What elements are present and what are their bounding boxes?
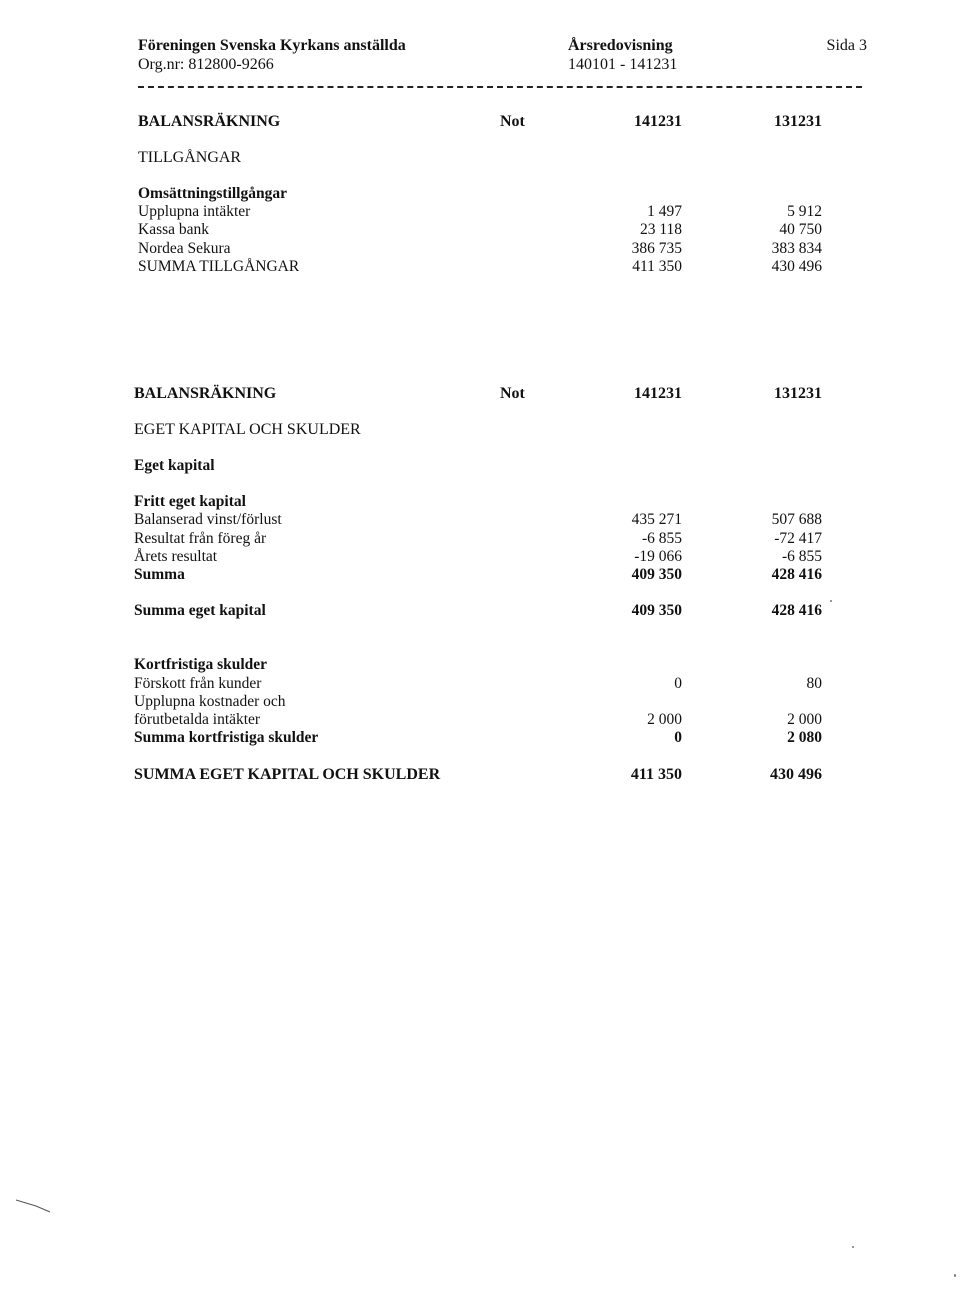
liabilities-col-2014: 141231: [634, 385, 682, 402]
equity-row-value-2013: -72 417: [774, 530, 822, 547]
document-title: Årsredovisning: [568, 37, 673, 54]
liability-row-label: förutbetalda intäkter: [134, 711, 261, 728]
total-assets-value-2013: 430 496: [771, 258, 822, 275]
grand-total-2014: 411 350: [630, 766, 682, 783]
grand-total-2013: 430 496: [770, 766, 822, 783]
asset-row-label: Nordea Sekura: [138, 240, 231, 257]
asset-row-value-2014: 1 497: [647, 203, 682, 220]
liability-row-value-2013: 2 000: [787, 711, 822, 728]
liability-row-value-2014: 0: [674, 675, 682, 692]
total-equity-2013: 428 416: [771, 602, 822, 619]
scan-stroke-mark: [14, 1196, 54, 1216]
asset-row-value-2014: 386 735: [631, 240, 682, 257]
liability-row-label: Förskott från kunder: [134, 675, 262, 692]
current-assets-heading: Omsättningstillgångar: [138, 185, 287, 202]
free-equity-heading: Fritt eget kapital: [134, 493, 246, 510]
equity-row-value-2013: 507 688: [771, 511, 822, 528]
liabilities-col-2013: 131231: [774, 385, 822, 402]
equity-row-label: Balanserad vinst/förlust: [134, 511, 282, 528]
asset-row-label: Kassa bank: [138, 221, 210, 238]
equity-row-value-2014: -6 855: [641, 530, 682, 547]
short-term-sum-2013: 2 080: [787, 729, 822, 746]
free-equity-sum-2013: 428 416: [771, 566, 822, 583]
asset-row-label: Upplupna intäkter: [138, 203, 251, 220]
scan-speck: [852, 1246, 854, 1248]
equity-row-label: Årets resultat: [134, 548, 218, 565]
short-term-liabilities-heading: Kortfristiga skulder: [134, 656, 268, 673]
assets-title: BALANSRÄKNING: [138, 113, 281, 130]
liability-row-label: Upplupna kostnader och: [134, 693, 286, 710]
asset-row-value-2013: 40 750: [779, 221, 822, 238]
report-period: 140101 - 141231: [568, 56, 678, 73]
equity-row-value-2014: 435 271: [631, 511, 682, 528]
short-term-sum-label: Summa kortfristiga skulder: [134, 729, 319, 746]
equity-row-value-2013: -6 855: [781, 548, 822, 565]
total-assets-value-2014: 411 350: [632, 258, 682, 275]
free-equity-sum-2014: 409 350: [631, 566, 682, 583]
asset-row-value-2013: 383 834: [771, 240, 822, 257]
equity-heading: Eget kapital: [134, 457, 215, 474]
liability-row-value-2014: 2 000: [647, 711, 682, 728]
liabilities-col-not: Not: [500, 385, 525, 402]
equity-row-label: Resultat från föreg år: [134, 530, 267, 547]
assets-heading: TILLGÅNGAR: [138, 149, 242, 166]
asset-row-value-2014: 23 118: [639, 221, 682, 238]
total-equity-label: Summa eget kapital: [134, 602, 266, 619]
equity-liabilities-heading: EGET KAPITAL OCH SKULDER: [134, 421, 361, 438]
short-term-sum-2014: 0: [674, 729, 682, 746]
free-equity-sum-label: Summa: [134, 566, 185, 583]
assets-col-2014: 141231: [634, 113, 682, 130]
total-equity-2014: 409 350: [631, 602, 682, 619]
header-divider: [138, 86, 862, 88]
page-number: Sida 3: [826, 37, 867, 54]
liabilities-title: BALANSRÄKNING: [134, 385, 277, 402]
scan-speck: [830, 600, 832, 602]
scan-speck: [954, 1274, 956, 1277]
asset-row-value-2013: 5 912: [787, 203, 822, 220]
grand-total-label: SUMMA EGET KAPITAL OCH SKULDER: [134, 766, 441, 783]
total-assets-label: SUMMA TILLGÅNGAR: [138, 258, 300, 275]
org-name: Föreningen Svenska Kyrkans anställda: [138, 37, 406, 54]
org-number: Org.nr: 812800-9266: [138, 56, 274, 73]
liability-row-value-2013: 80: [806, 675, 822, 692]
assets-col-2013: 131231: [774, 113, 822, 130]
equity-row-value-2014: -19 066: [634, 548, 682, 565]
assets-col-not: Not: [500, 113, 525, 130]
